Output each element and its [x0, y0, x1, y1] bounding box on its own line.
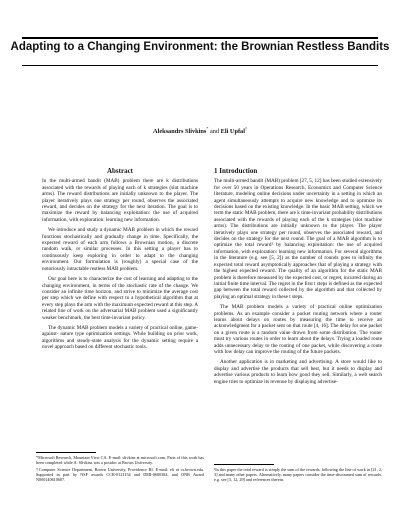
left-footnotes: [36, 455, 204, 484]
right-footnotes: [214, 467, 382, 484]
author-footnote-mark: †: [244, 126, 247, 131]
abstract-body: [36, 178, 204, 350]
section-heading: 1 Introduction: [214, 167, 258, 175]
abstract-heading: Abstract: [106, 167, 134, 175]
right-column: [214, 168, 382, 389]
paper-title: Adapting to a Changing Environment: the Brownian Restless Bandits: [10, 41, 390, 53]
footnote: *Microsoft Research, Mountain View CA. E-mail: slivkins at microsoft.com. Parts of this work has been completed while A. Slivkins was a postdoc at Brown University.: [36, 455, 204, 466]
title-top-rule: [22, 37, 378, 39]
author-separator: and: [209, 128, 220, 136]
left-column: [36, 168, 204, 355]
footnote-rule: [36, 452, 96, 453]
author-name: Aleksandrs Slivkins: [153, 128, 207, 136]
author-line: [0, 126, 400, 135]
footnote: †Computer Science Department, Brown University, Providence RI. E-mail: eli at cs.brown.edu. Supported in part by NSF awards CCR-0121154 and DMI-0600384, and ONR Award N000140610607.: [36, 466, 204, 483]
author-footnote-mark: *: [206, 126, 209, 131]
abstract-paragraph: The dynamic MAB problem models a variety of practical online, game-against- nature type optimization settings. While building on prior work, algorithms and steady-state analysis for the dynamic setting require a novel approach based on different stochastic tools.: [42, 324, 198, 351]
footnote-rule: [214, 464, 274, 465]
author-name: Eli Upfal: [220, 128, 245, 136]
intro-paragraph: Another application is in marketing and advertising. A store would like to display and advertise the products that sell best, but it needs to display and advertise various products to learn how good they sell. Similarly, a web search engine tries to optimize its revenue by displaying advertise-: [214, 359, 382, 385]
intro-paragraph: The multi-armed bandit (MAB) problem [27, 5, 12] has been studied extensively for over 50 years in Operations Research, Economics and Computer Science literature, modeling online decisions under uncertainty in a setting in which an agent simultaneously attempts to acquire new knowledge and to optimize its decisions based on the existing knowledge. In the basic MAB setting, which we term the static MAB problem, there are k time-invariant probability distributions associated with the rewards of playing each of the k strategies (slot machine arms). The distributions are initially unknown to the player. The player iteratively plays one strategy per round, observes the associated reward, and decides on the strategy for the next round. The goal of a MAB algorithm is to optimize the total reward¹ by balancing exploitation: the use of acquired information, with exploration: learning new information. For several algorithms in the literature (e.g. see [5, 2]) as the number of rounds goes to infinity the expected total reward asymptotically approaches that of playing a strategy with the highest expected reward. The quality of an algorithm for the static MAB problem is therefore measured by the expected cost, or regret, incurred during an initial finite time interval. The regret in the first t steps is defined as the expected gap between the total reward collected by the algorithm and that collected by playing an optimal strategy in these t steps.: [214, 178, 382, 300]
abstract-paragraph: We introduce and study a dynamic MAB problem in which the reward functions stochastically and gradually change in time. Specifically, the expected reward of each arm follows a Brownian motion, a discrete random walk, or similar processes. In this setting a player has to continuously keep exploring in order to adapt to the changing environment. Our formulation is (roughly) a special case of the notoriously intractable restless MAB problem.: [42, 227, 198, 272]
footnote: ¹In this paper the total reward is simply the sum of the rewards, following the line of work in [21, 2, 3] and many other papers. Alternatively, many papers consider the time-discounted sum of rewards, e.g. see [3, 12, 29] and references therein.: [214, 467, 382, 483]
intro-paragraph: The MAB problem models a variety of practical online optimization problems. As an example consider a packet routing network where a router learns about delays on routes by measuring the time to receive an acknowledgment for a packet sent on that route [4, 16]. The delay for one packet on a given route is a random value drawn from some distribution. The router must try various routes in order to learn about the delays. Trying a loaded route adds unnecessary delay to the routing of one packet, while discovering a route with low delay can improve the routing of the future packets.: [214, 304, 382, 355]
title-bottom-rule: [22, 65, 378, 66]
abstract-paragraph: In the multi-armed bandit (MAB) problem there are k distributions associated with the rewards of playing each of k strategies (slot machine arms). The reward distributions are initially unknown to the player. The player iteratively plays one strategy per round, observes the associated reward, and decides on the strategy for the next iteration. The goal is to maximize the reward by balancing exploitation: the use of acquired information, with exploration: learning new information.: [42, 178, 198, 223]
abstract-paragraph: Our goal here is to characterize the cost of learning and adapting to the changing environment, in terms of the stochastic rate of the change. We consider an infinite time horizon, and strive to minimize the average cost per step which we define with respect to a hypothetical algorithm that at every step plays the arm with the maximum expected reward at this step. A related line of work on the adversarial MAB problem used a significantly weaker benchmark, the best time-invariant policy.: [42, 276, 198, 321]
